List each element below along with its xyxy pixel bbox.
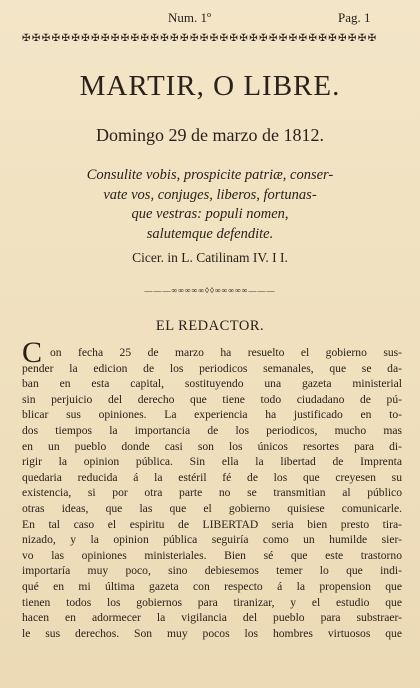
body-line: importaría muy poco, sino debiesemos temer lo que indi- bbox=[22, 564, 402, 578]
body-line: nizado, y la opinion pública seguiría como un humilde sier- bbox=[22, 533, 402, 547]
epigraph-citation: Cicer. in L. Catilinam IV. I I. bbox=[132, 250, 288, 265]
issue-date: Domingo 29 de marzo de 1812. bbox=[96, 125, 324, 145]
epigraph-line: salutemque defendite. bbox=[146, 225, 274, 242]
body-line: on fecha 25 de marzo ha resuelto el gobierno sus- bbox=[50, 346, 402, 359]
newspaper-title: MARTIR, O LIBRE. bbox=[79, 70, 341, 102]
ornamental-divider: ———∞∞∞∞∞◊◊∞∞∞∞∞——— bbox=[144, 286, 276, 295]
issue-number: Num. 1º bbox=[168, 10, 212, 25]
body-line: hacen en adormecer la vigilancia del pueblo para substraer- bbox=[22, 611, 402, 625]
body-line: ban en esta capital, sostituyendo una gazeta ministerial bbox=[22, 377, 402, 391]
latin-epigraph bbox=[30, 166, 390, 244]
page-number: Pag. 1 bbox=[338, 10, 371, 25]
body-line: vo las opiniones ministeriales. Bien sé que este trastorno bbox=[22, 548, 402, 562]
top-ornament-border: ✠✠✠✠✠✠✠✠✠✠✠✠✠✠✠✠✠✠✠✠✠✠✠✠✠✠✠✠✠✠✠✠✠✠✠✠ bbox=[22, 33, 378, 44]
epigraph-line: Consulite vobis, prospicite patriæ, conser- bbox=[86, 167, 334, 183]
body-line: existencia, si por otra parte no se transmitian al público bbox=[22, 486, 402, 500]
body-line: blicar sus opiniones. La experiencia ha justificado en to- bbox=[22, 408, 402, 422]
body-line: dos tiempos la importancia de los periodicos, mucho mas bbox=[22, 423, 402, 437]
page-header bbox=[0, 10, 420, 28]
body-line: sin perjuicio del derecho que tiene todo ciudadano de pú- bbox=[22, 392, 402, 406]
drop-cap: C bbox=[22, 336, 43, 369]
body-line: tienen todos los gobiernos para tiranizar, y el estudio que bbox=[22, 595, 402, 609]
body-line: le sus derechos. Son muy pocos los hombres virtuosos que bbox=[22, 626, 402, 640]
section-title: EL REDACTOR. bbox=[155, 318, 265, 334]
epigraph-line: que vestras: populi nomen, bbox=[131, 206, 289, 222]
epigraph-line: vate vos, conjuges, liberos, fortunas- bbox=[103, 186, 317, 203]
body-line: rigir la opinion pública. Sin ella la libertad de Imprenta bbox=[22, 455, 402, 469]
body-line: qué en mi última gazeta con respecto á la propension que bbox=[22, 579, 402, 593]
body-line: quedaria reducida á la estéril fé de los que creyesen su bbox=[22, 470, 402, 484]
body-line: pender la edicion de los periodicos semanales, que se da- bbox=[22, 361, 402, 375]
article-body bbox=[22, 345, 402, 641]
body-line: en un pueblo donde casi son los únicos resortes para di- bbox=[22, 439, 402, 453]
body-line: otras ideas, que las que el gobierno quisiese comunicarle. bbox=[22, 501, 402, 515]
body-line: En tal caso el espiritu de LIBERTAD seria bien presto tira- bbox=[22, 517, 402, 531]
